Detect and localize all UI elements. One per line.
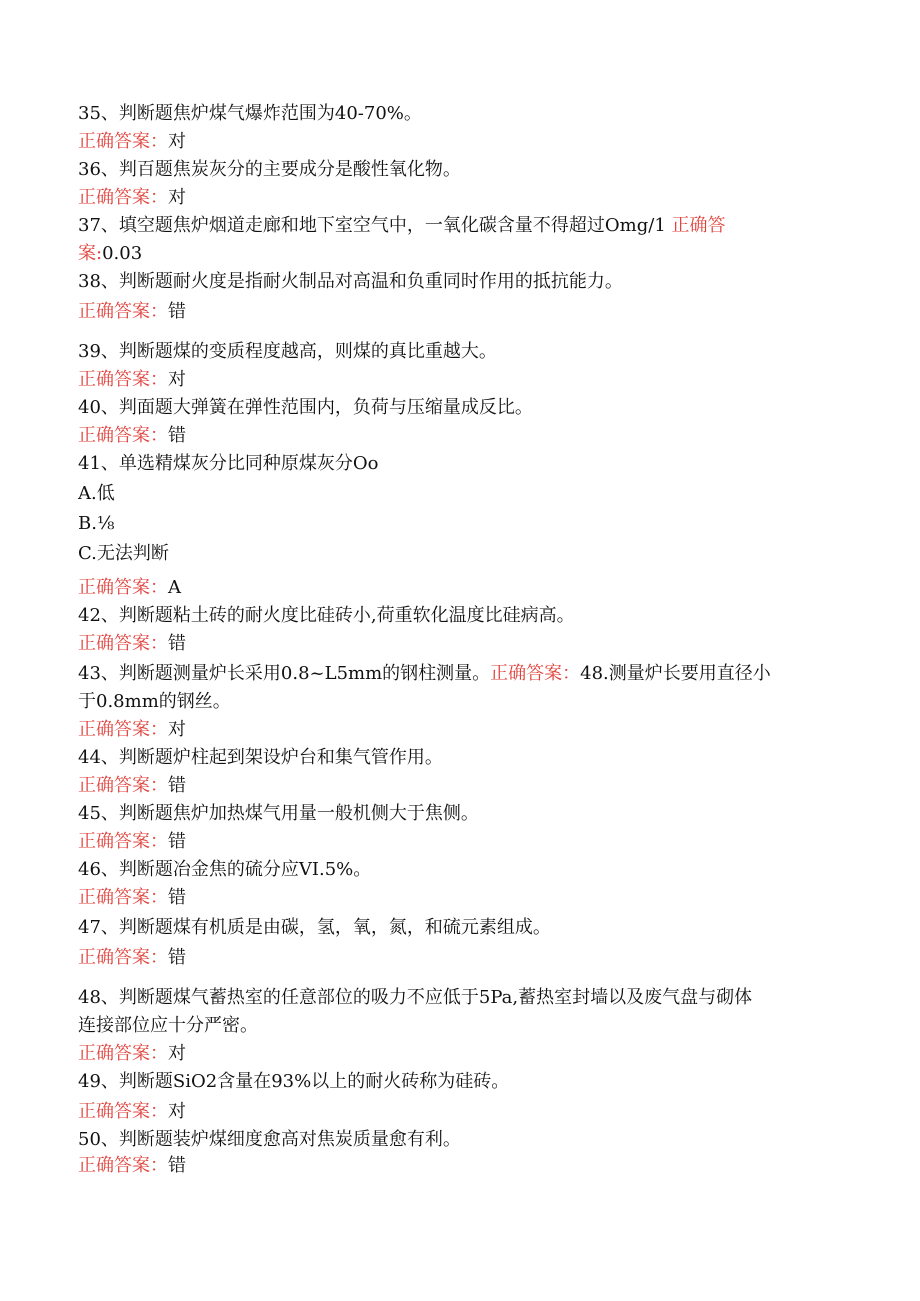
answer-label: 正确答案： — [78, 425, 168, 446]
answer-36 — [78, 184, 838, 212]
answer-label: 正确答案： — [78, 887, 168, 908]
answer-value: 错 — [168, 775, 186, 796]
answer-label: 正确答案： — [78, 577, 168, 598]
answer-label: 正确答案： — [78, 187, 168, 208]
question-42: 42、判断题粘土砖的耐火度比硅砖小,荷重软化温度比硅病高。 — [78, 605, 575, 626]
question-49: 49、判断题SiO2含量在93%以上的耐火砖称为硅砖。 — [78, 1071, 510, 1092]
question-38: 38、判断题耐火度是指耐火制品对高温和负重同时作用的抵抗能力。 — [78, 271, 623, 292]
answer-label: 正确答案： — [78, 301, 168, 322]
question-46: 46、判断题冶金焦的硫分应VI.5%。 — [78, 859, 372, 880]
answer-43 — [78, 716, 838, 744]
answer-44 — [78, 772, 838, 800]
answer-value: 对 — [168, 187, 186, 208]
answer-label: 正确答案： — [78, 131, 168, 152]
answer-38 — [78, 298, 838, 326]
answer-value: 0.03 — [102, 243, 143, 264]
answer-value: 错 — [168, 887, 186, 908]
answer-value: 对 — [168, 131, 186, 152]
question-47: 47、判断题煤有机质是由碳，氢，氧，氮，和硫元素组成。 — [78, 917, 551, 938]
question-48-continued: 连接部位应十分严密。 — [78, 1015, 258, 1036]
question-39: 39、判断题煤的变质程度越高，则煤的真比重越大。 — [78, 341, 497, 362]
question-40: 40、判面题大弹簧在弹性范围内，负荷与压缩量成反比。 — [78, 397, 533, 418]
question-44: 44、判断题炉柱起到架设炉台和集气管作用。 — [78, 747, 443, 768]
option-c: C.无法判断 — [78, 543, 169, 564]
answer-label: 正确答案： — [490, 663, 581, 684]
question-43-continued: 于0.8mm的钢丝。 — [78, 691, 231, 712]
answer-value: 对 — [168, 719, 186, 740]
question-50: 50、判断题装炉煤细度愈高对焦炭质量愈有利。 — [78, 1129, 461, 1150]
answer-value: 对 — [168, 1043, 186, 1064]
answer-49 — [78, 1098, 838, 1126]
answer-label: 正确答案： — [78, 775, 168, 796]
question-36: 36、判百题焦炭灰分的主要成分是酸性氧化物。 — [78, 159, 461, 180]
answer-label: 正确答案： — [78, 369, 168, 390]
answer-40 — [78, 422, 838, 450]
answer-47 — [78, 944, 838, 972]
answer-value: 对 — [168, 1101, 186, 1122]
answer-label: 正确答案： — [78, 831, 168, 852]
answer-value: 错 — [168, 831, 186, 852]
answer-48 — [78, 1040, 838, 1068]
answer-label: 案: — [78, 243, 103, 264]
question-45: 45、判断题焦炉加热煤气用量一般机侧大于焦侧。 — [78, 803, 479, 824]
question-35: 35、判断题焦炉煤气爆炸范围为40-70%。 — [78, 103, 422, 124]
question-43: 43、判断题测量炉长采用0.8~L5mm的钢柱测量。正确答案：48.测量炉长要用直径小 — [78, 663, 771, 684]
answer-label: 正确答案： — [78, 1155, 168, 1176]
question-48: 48、判断题煤气蓄热室的任意部位的吸力不应低于5Pa,蓄热室封墙以及废气盘与砌体 — [78, 987, 753, 1008]
answer-label: 正确答案： — [78, 719, 168, 740]
answer-value: A — [168, 577, 181, 598]
answer-label: 正确答 — [671, 215, 726, 236]
answer-label: 正确答案： — [78, 633, 168, 654]
answer-label: 正确答案： — [78, 1101, 168, 1122]
answer-value: 错 — [168, 947, 186, 968]
answer-50 — [78, 1152, 838, 1180]
answer-label: 正确答案： — [78, 1043, 168, 1064]
answer-value: 对 — [168, 369, 186, 390]
question-41: 41、单选精煤灰分比同种原煤灰分Oo — [78, 453, 379, 474]
answer-value: 错 — [168, 425, 186, 446]
answer-value: 错 — [168, 633, 186, 654]
answer-label: 正确答案： — [78, 947, 168, 968]
answer-42 — [78, 630, 838, 658]
answer-45 — [78, 828, 838, 856]
question-37: 37、填空题焦炉烟道走廊和地下室空气中，一氧化碳含量不得超过Omg/1 正确答 — [78, 215, 726, 236]
option-b: B.⅛ — [78, 513, 115, 534]
answer-37 — [78, 240, 838, 268]
answer-35 — [78, 128, 838, 156]
answer-41 — [78, 574, 838, 602]
option-a: A.低 — [78, 483, 115, 504]
answer-39 — [78, 366, 838, 394]
answer-value: 错 — [168, 301, 186, 322]
answer-value: 错 — [168, 1155, 186, 1176]
answer-46 — [78, 884, 838, 912]
